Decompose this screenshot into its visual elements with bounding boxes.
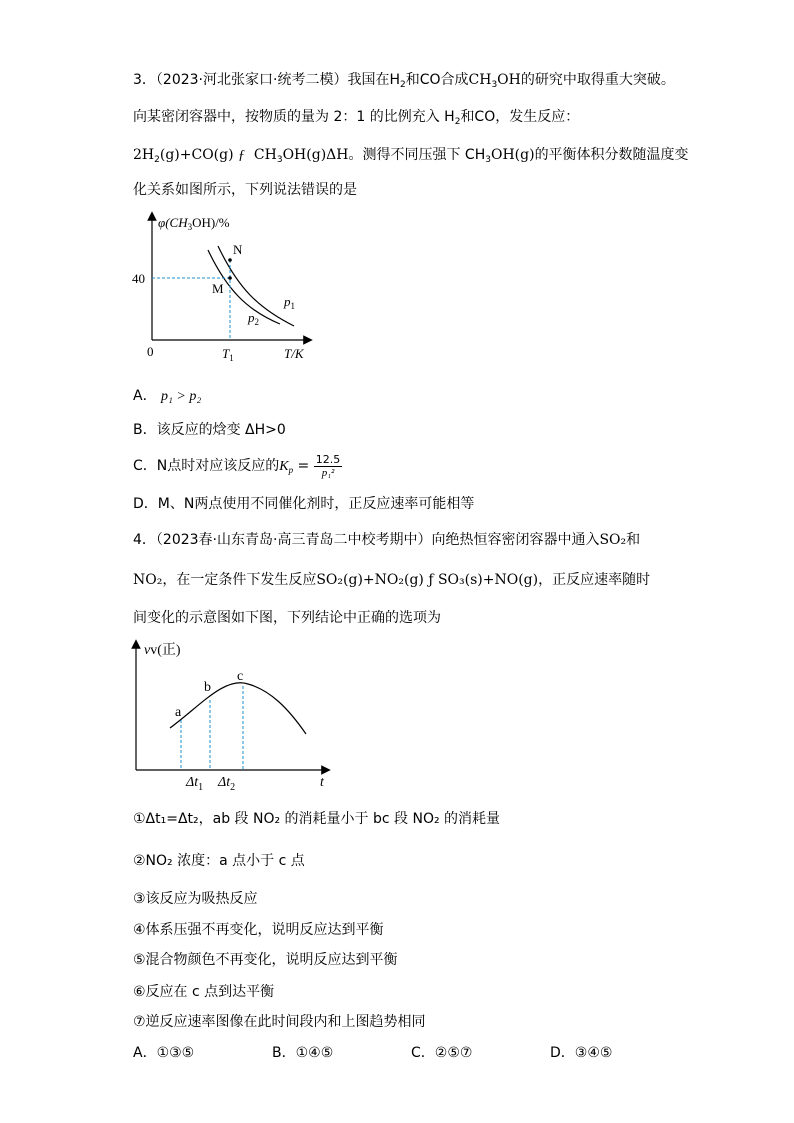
q3-number: 3． (133, 72, 156, 88)
q4-xtick-dt2: $\Delta t_2$ (218, 775, 236, 793)
q4-statement-6: ⑥反应在 c 点到达平衡 (133, 984, 275, 1000)
q3-label-p1: $p_1$ (284, 294, 295, 311)
q3-xlabel: T/K (284, 346, 304, 361)
q4-statement-7: ⑦逆反应速率图像在此时间段内和上图趋势相同 (133, 1014, 426, 1030)
q3-stem-line3: $2H_2(g)+CO(g)$ ƒ $CH_3OH(g)\Delta H$。测得不同压强下 $CH_3OH(g)$的平衡体积分数随温度变 (133, 147, 689, 165)
q4-stem-line1: 4．（2023春·山东青岛·高三青岛二中校考期中）向绝热恒容密闭容器中通入SO₂和 (133, 532, 641, 548)
q4-statement-5: ⑤混合物颜色不再变化，说明反应达到平衡 (133, 952, 398, 968)
q3-option-a[interactable]: A． p₁ > p₂ (133, 388, 202, 404)
q4-diagram (130, 636, 340, 796)
q3-xtick-t1: $T_1$ (222, 346, 234, 363)
q4-xtick-dt1: $\Delta t_1$ (186, 775, 204, 793)
q3-source: （2023·河北张家口·统考二模） (155, 72, 348, 88)
q4-number: 4． (133, 532, 156, 548)
q4-statement-3: ③该反应为吸热反应 (133, 891, 258, 907)
q4-source: （2023春·山东青岛·高三青岛二中校考期中） (155, 532, 432, 548)
q3-ytick-40: 40 (132, 271, 145, 286)
q4-choice-a[interactable]: A．①③⑤ (133, 1045, 195, 1061)
q3-label-m: M (212, 281, 224, 296)
q3-label-n: N (233, 242, 243, 257)
q3-label-p2: $p_2$ (248, 310, 259, 327)
q3-diagram (128, 208, 318, 368)
q3-option-d[interactable]: D．M、N两点使用不同催化剂时，正反应速率可能相等 (133, 496, 475, 512)
q3-point-m (228, 276, 232, 280)
q3-option-b[interactable]: B．该反应的焓变 ΔH>0 (133, 422, 286, 438)
q4-stem-line3: 间变化的示意图如下图，下列结论中正确的选项为 (133, 610, 441, 626)
q4-choice-b[interactable]: B．①④⑤ (272, 1045, 334, 1061)
q4-rate-curve (170, 683, 306, 734)
q3-point-n (228, 258, 232, 262)
q4-label-c: c (237, 669, 244, 684)
q3-ylabel: $\varphi(CH_3OH)/\%$ (158, 215, 230, 232)
q4-statement-2: ②NO₂ 浓度：a 点小于 c 点 (133, 853, 305, 869)
q3-option-c[interactable]: C．N点时对应该反应的$K_p$ = $\frac{12.5}{\text{p₁²}}$ (133, 452, 341, 479)
q4-statement-4: ④体系压强不再变化，说明反应达到平衡 (133, 922, 384, 938)
q3-origin: 0 (147, 344, 154, 359)
q4-stem-line2: NO₂，在一定条件下发生反应SO₂(g)+NO₂(g) ƒ SO₃(s)+NO(g)，正反应速率随时 (133, 572, 651, 588)
q3-stem-line4: 化关系如图所示，下列说法错误的是 (133, 182, 357, 198)
q4-choice-d[interactable]: D．③④⑤ (550, 1045, 613, 1061)
q4-choice-c[interactable]: C．②⑤⑦ (411, 1045, 473, 1061)
q4-ylabel: vv(正) (144, 643, 181, 658)
q4-label-a: a (175, 705, 182, 720)
q4-statement-1: ①Δt₁=Δt₂，ab 段 NO₂ 的消耗量小于 bc 段 NO₂ 的消耗量 (133, 811, 501, 827)
q3-stem-line1: 3．（2023·河北张家口·统考二模）我国在$H_2$和CO合成$CH_3OH$的研究中取得重大突破。 (133, 72, 675, 90)
q3-option-c-fraction: $\frac{12.5}{\text{p₁²}}$ (315, 452, 341, 479)
q4-label-b: b (204, 680, 211, 695)
q4-xlabel: t (320, 775, 324, 790)
q3-stem-line2: 向某密闭容器中，按物质的量为 2：1 的比例充入 $H_2$和CO，发生反应： (133, 109, 580, 127)
